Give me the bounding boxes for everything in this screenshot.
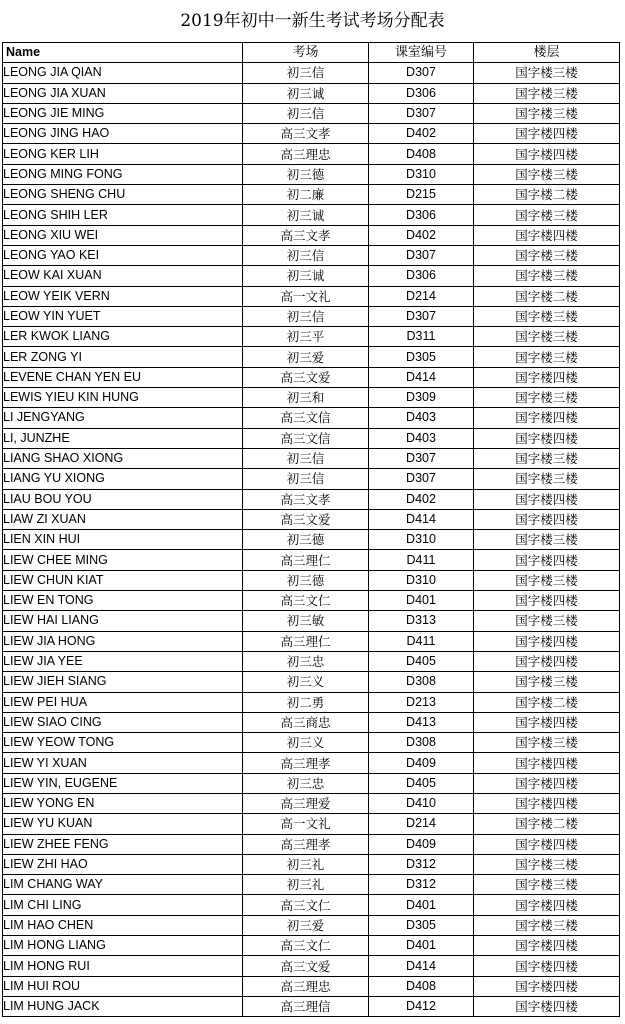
floor-cell: 国字楼三楼 [474, 915, 620, 935]
classroom-code-cell: D307 [369, 306, 474, 326]
student-name-cell: LEONG SHENG CHU [3, 185, 243, 205]
table-row [3, 347, 620, 367]
student-name-cell: LIEW SIAO CING [3, 712, 243, 732]
classroom-code-cell: D307 [369, 245, 474, 265]
floor-cell: 国字楼三楼 [474, 245, 620, 265]
student-name-cell: LEVENE CHAN YEN EU [3, 367, 243, 387]
exam-room-cell: 初三礼 [243, 875, 369, 895]
table-row [3, 469, 620, 489]
student-name-cell: LIEW HAI LIANG [3, 611, 243, 631]
student-name-cell: LI, JUNZHE [3, 428, 243, 448]
classroom-code-cell: D414 [369, 509, 474, 529]
table-row [3, 591, 620, 611]
classroom-code-cell: D401 [369, 936, 474, 956]
table-row [3, 834, 620, 854]
student-name-cell: LIEW YIN, EUGENE [3, 773, 243, 793]
exam-room-cell: 高三理孝 [243, 753, 369, 773]
table-row [3, 976, 620, 996]
classroom-code-cell: D310 [369, 164, 474, 184]
classroom-code-cell: D409 [369, 753, 474, 773]
floor-cell: 国字楼四楼 [474, 124, 620, 144]
table-row [3, 205, 620, 225]
exam-room-cell: 初三平 [243, 327, 369, 347]
floor-cell: 国字楼二楼 [474, 814, 620, 834]
table-row [3, 306, 620, 326]
student-name-cell: LIEW ZHEE FENG [3, 834, 243, 854]
floor-cell: 国字楼四楼 [474, 509, 620, 529]
floor-cell: 国字楼四楼 [474, 793, 620, 813]
classroom-code-cell: D402 [369, 124, 474, 144]
table-row [3, 875, 620, 895]
table-row [3, 83, 620, 103]
classroom-code-cell: D412 [369, 996, 474, 1016]
classroom-code-cell: D312 [369, 875, 474, 895]
floor-cell: 国字楼四楼 [474, 936, 620, 956]
table-row [3, 185, 620, 205]
exam-room-cell: 高三理信 [243, 996, 369, 1016]
exam-room-cell: 初三信 [243, 103, 369, 123]
classroom-code-cell: D305 [369, 347, 474, 367]
table-row [3, 793, 620, 813]
exam-room-cell: 高三理孝 [243, 834, 369, 854]
floor-cell: 国字楼四楼 [474, 976, 620, 996]
floor-cell: 国字楼三楼 [474, 205, 620, 225]
classroom-code-cell: D410 [369, 793, 474, 813]
exam-room-cell: 初三德 [243, 570, 369, 590]
exam-room-cell: 初三信 [243, 63, 369, 83]
classroom-code-cell: D307 [369, 103, 474, 123]
student-name-cell: LIM CHI LING [3, 895, 243, 915]
exam-room-cell: 初三爱 [243, 915, 369, 935]
floor-cell: 国字楼三楼 [474, 611, 620, 631]
table-row [3, 509, 620, 529]
table-row [3, 996, 620, 1016]
floor-cell: 国字楼四楼 [474, 367, 620, 387]
student-name-cell: LIM HUI ROU [3, 976, 243, 996]
student-name-cell: LIEW CHEE MING [3, 550, 243, 570]
classroom-code-cell: D409 [369, 834, 474, 854]
floor-cell: 国字楼三楼 [474, 469, 620, 489]
table-row [3, 489, 620, 509]
student-name-cell: LEONG JIA XUAN [3, 83, 243, 103]
table-row [3, 570, 620, 590]
exam-room-cell: 初三忠 [243, 651, 369, 671]
exam-room-cell: 高三文爱 [243, 956, 369, 976]
classroom-code-cell: D310 [369, 530, 474, 550]
student-name-cell: LEWIS YIEU KIN HUNG [3, 388, 243, 408]
table-body [3, 63, 620, 1017]
classroom-code-cell: D403 [369, 428, 474, 448]
column-header-floor: 楼层 [474, 43, 620, 63]
table-row [3, 773, 620, 793]
table-row [3, 266, 620, 286]
floor-cell: 国字楼二楼 [474, 692, 620, 712]
table-row [3, 651, 620, 671]
classroom-code-cell: D311 [369, 327, 474, 347]
student-name-cell: LIEN XIN HUI [3, 530, 243, 550]
table-row [3, 692, 620, 712]
exam-room-cell: 初三爱 [243, 347, 369, 367]
student-name-cell: LIAU BOU YOU [3, 489, 243, 509]
classroom-code-cell: D214 [369, 286, 474, 306]
floor-cell: 国字楼三楼 [474, 266, 620, 286]
student-name-cell: LIM HUNG JACK [3, 996, 243, 1016]
floor-cell: 国字楼二楼 [474, 286, 620, 306]
student-name-cell: LIM HONG RUI [3, 956, 243, 976]
exam-room-cell: 初三义 [243, 733, 369, 753]
table-row [3, 448, 620, 468]
table-row [3, 733, 620, 753]
student-name-cell: LEOW YIN YUET [3, 306, 243, 326]
exam-room-cell: 高三理仁 [243, 550, 369, 570]
table-row [3, 144, 620, 164]
floor-cell: 国字楼三楼 [474, 672, 620, 692]
table-row [3, 631, 620, 651]
floor-cell: 国字楼三楼 [474, 388, 620, 408]
student-name-cell: LIEW YI XUAN [3, 753, 243, 773]
floor-cell: 国字楼三楼 [474, 83, 620, 103]
exam-room-cell: 高三文孝 [243, 124, 369, 144]
table-row [3, 225, 620, 245]
classroom-code-cell: D414 [369, 956, 474, 976]
table-row [3, 672, 620, 692]
floor-cell: 国字楼三楼 [474, 63, 620, 83]
student-name-cell: LIEW YEOW TONG [3, 733, 243, 753]
student-name-cell: LIAW ZI XUAN [3, 509, 243, 529]
classroom-code-cell: D309 [369, 388, 474, 408]
floor-cell: 国字楼四楼 [474, 753, 620, 773]
student-name-cell: LEOW YEIK VERN [3, 286, 243, 306]
student-name-cell: LEONG XIU WEI [3, 225, 243, 245]
table-row [3, 245, 620, 265]
classroom-code-cell: D405 [369, 773, 474, 793]
classroom-code-cell: D313 [369, 611, 474, 631]
exam-room-cell: 初三和 [243, 388, 369, 408]
column-header-classroom-code: 课室编号 [369, 43, 474, 63]
table-row [3, 164, 620, 184]
table-row [3, 936, 620, 956]
student-name-cell: LIEW JIEH SIANG [3, 672, 243, 692]
exam-room-cell: 高三文信 [243, 428, 369, 448]
student-name-cell: LIEW JIA YEE [3, 651, 243, 671]
classroom-code-cell: D402 [369, 489, 474, 509]
floor-cell: 国字楼四楼 [474, 956, 620, 976]
floor-cell: 国字楼三楼 [474, 733, 620, 753]
exam-room-cell: 初三忠 [243, 773, 369, 793]
table-row [3, 103, 620, 123]
student-name-cell: LER ZONG YI [3, 347, 243, 367]
student-name-cell: LIEW EN TONG [3, 591, 243, 611]
student-name-cell: LIEW ZHI HAO [3, 854, 243, 874]
student-name-cell: LEONG SHIH LER [3, 205, 243, 225]
student-name-cell: LIEW YU KUAN [3, 814, 243, 834]
student-name-cell: LIANG YU XIONG [3, 469, 243, 489]
student-name-cell: LIM HAO CHEN [3, 915, 243, 935]
floor-cell: 国字楼三楼 [474, 347, 620, 367]
classroom-code-cell: D405 [369, 651, 474, 671]
classroom-code-cell: D411 [369, 550, 474, 570]
classroom-code-cell: D414 [369, 367, 474, 387]
floor-cell: 国字楼三楼 [474, 103, 620, 123]
table-row [3, 327, 620, 347]
floor-cell: 国字楼四楼 [474, 408, 620, 428]
table-header-row [3, 43, 620, 63]
exam-room-cell: 高三文爱 [243, 509, 369, 529]
classroom-code-cell: D307 [369, 469, 474, 489]
column-header-name: Name [3, 43, 243, 63]
exam-room-cell: 初二廉 [243, 185, 369, 205]
classroom-code-cell: D306 [369, 83, 474, 103]
student-name-cell: LEONG MING FONG [3, 164, 243, 184]
floor-cell: 国字楼三楼 [474, 875, 620, 895]
exam-room-cell: 初三信 [243, 245, 369, 265]
student-name-cell: LEONG JING HAO [3, 124, 243, 144]
table-row [3, 956, 620, 976]
classroom-code-cell: D401 [369, 591, 474, 611]
table-row [3, 63, 620, 83]
exam-room-cell: 高三文孝 [243, 225, 369, 245]
exam-room-cell: 初三信 [243, 448, 369, 468]
classroom-code-cell: D413 [369, 712, 474, 732]
exam-room-cell: 初三礼 [243, 854, 369, 874]
table-row [3, 367, 620, 387]
table-row [3, 854, 620, 874]
exam-room-cell: 高三文仁 [243, 591, 369, 611]
classroom-code-cell: D408 [369, 144, 474, 164]
table-row [3, 550, 620, 570]
floor-cell: 国字楼三楼 [474, 530, 620, 550]
student-name-cell: LEONG KER LIH [3, 144, 243, 164]
exam-room-cell: 高三文信 [243, 408, 369, 428]
classroom-code-cell: D305 [369, 915, 474, 935]
exam-room-cell: 初三德 [243, 164, 369, 184]
floor-cell: 国字楼四楼 [474, 773, 620, 793]
classroom-code-cell: D214 [369, 814, 474, 834]
table-row [3, 408, 620, 428]
classroom-code-cell: D403 [369, 408, 474, 428]
student-name-cell: LER KWOK LIANG [3, 327, 243, 347]
column-header-exam-room: 考场 [243, 43, 369, 63]
table-row [3, 530, 620, 550]
student-name-cell: LIEW CHUN KIAT [3, 570, 243, 590]
table-row [3, 814, 620, 834]
exam-room-cell: 初三德 [243, 530, 369, 550]
table-row [3, 124, 620, 144]
classroom-code-cell: D401 [369, 895, 474, 915]
classroom-code-cell: D213 [369, 692, 474, 712]
page-title: 2019年初中一新生考试考场分配表 [180, 11, 445, 31]
exam-room-table [2, 42, 620, 1017]
student-name-cell: LEONG YAO KEI [3, 245, 243, 265]
exam-room-cell: 初二勇 [243, 692, 369, 712]
exam-room-cell: 初三诚 [243, 266, 369, 286]
classroom-code-cell: D307 [369, 448, 474, 468]
classroom-code-cell: D312 [369, 854, 474, 874]
floor-cell: 国字楼三楼 [474, 854, 620, 874]
student-name-cell: LEOW KAI XUAN [3, 266, 243, 286]
exam-room-cell: 初三诚 [243, 205, 369, 225]
exam-room-cell: 高一文礼 [243, 286, 369, 306]
floor-cell: 国字楼四楼 [474, 712, 620, 732]
floor-cell: 国字楼四楼 [474, 144, 620, 164]
student-name-cell: LIEW JIA HONG [3, 631, 243, 651]
exam-room-cell: 初三信 [243, 469, 369, 489]
classroom-code-cell: D306 [369, 205, 474, 225]
table-row [3, 915, 620, 935]
table-row [3, 895, 620, 915]
classroom-code-cell: D308 [369, 733, 474, 753]
classroom-code-cell: D308 [369, 672, 474, 692]
exam-room-cell: 初三敏 [243, 611, 369, 631]
exam-room-cell: 初三诚 [243, 83, 369, 103]
student-name-cell: LIANG SHAO XIONG [3, 448, 243, 468]
student-name-cell: LIM HONG LIANG [3, 936, 243, 956]
exam-room-cell: 高三文仁 [243, 895, 369, 915]
student-name-cell: LIM CHANG WAY [3, 875, 243, 895]
floor-cell: 国字楼四楼 [474, 225, 620, 245]
exam-room-cell: 初三义 [243, 672, 369, 692]
floor-cell: 国字楼四楼 [474, 489, 620, 509]
exam-room-cell: 高三文孝 [243, 489, 369, 509]
floor-cell: 国字楼四楼 [474, 651, 620, 671]
exam-room-cell: 初三信 [243, 306, 369, 326]
classroom-code-cell: D411 [369, 631, 474, 651]
table-row [3, 286, 620, 306]
exam-room-cell: 高三理仁 [243, 631, 369, 651]
table-row [3, 388, 620, 408]
classroom-code-cell: D215 [369, 185, 474, 205]
classroom-code-cell: D306 [369, 266, 474, 286]
floor-cell: 国字楼四楼 [474, 631, 620, 651]
exam-room-cell: 高三商忠 [243, 712, 369, 732]
table-row [3, 712, 620, 732]
floor-cell: 国字楼四楼 [474, 550, 620, 570]
floor-cell: 国字楼四楼 [474, 996, 620, 1016]
floor-cell: 国字楼三楼 [474, 570, 620, 590]
exam-room-cell: 高三理忠 [243, 144, 369, 164]
floor-cell: 国字楼三楼 [474, 306, 620, 326]
floor-cell: 国字楼四楼 [474, 895, 620, 915]
exam-room-cell: 高三文仁 [243, 936, 369, 956]
floor-cell: 国字楼四楼 [474, 834, 620, 854]
table-row [3, 753, 620, 773]
student-name-cell: LIEW PEI HUA [3, 692, 243, 712]
floor-cell: 国字楼四楼 [474, 428, 620, 448]
classroom-code-cell: D402 [369, 225, 474, 245]
exam-room-cell: 高一文礼 [243, 814, 369, 834]
classroom-code-cell: D310 [369, 570, 474, 590]
student-name-cell: LEONG JIA QIAN [3, 63, 243, 83]
exam-room-cell: 高三文爱 [243, 367, 369, 387]
classroom-code-cell: D307 [369, 63, 474, 83]
floor-cell: 国字楼三楼 [474, 448, 620, 468]
classroom-code-cell: D408 [369, 976, 474, 996]
floor-cell: 国字楼二楼 [474, 185, 620, 205]
student-name-cell: LIEW YONG EN [3, 793, 243, 813]
floor-cell: 国字楼四楼 [474, 591, 620, 611]
student-name-cell: LEONG JIE MING [3, 103, 243, 123]
table-row [3, 611, 620, 631]
floor-cell: 国字楼三楼 [474, 164, 620, 184]
table-row [3, 428, 620, 448]
student-name-cell: LI JENGYANG [3, 408, 243, 428]
floor-cell: 国字楼三楼 [474, 327, 620, 347]
exam-room-cell: 高三理爱 [243, 793, 369, 813]
exam-room-cell: 高三理忠 [243, 976, 369, 996]
